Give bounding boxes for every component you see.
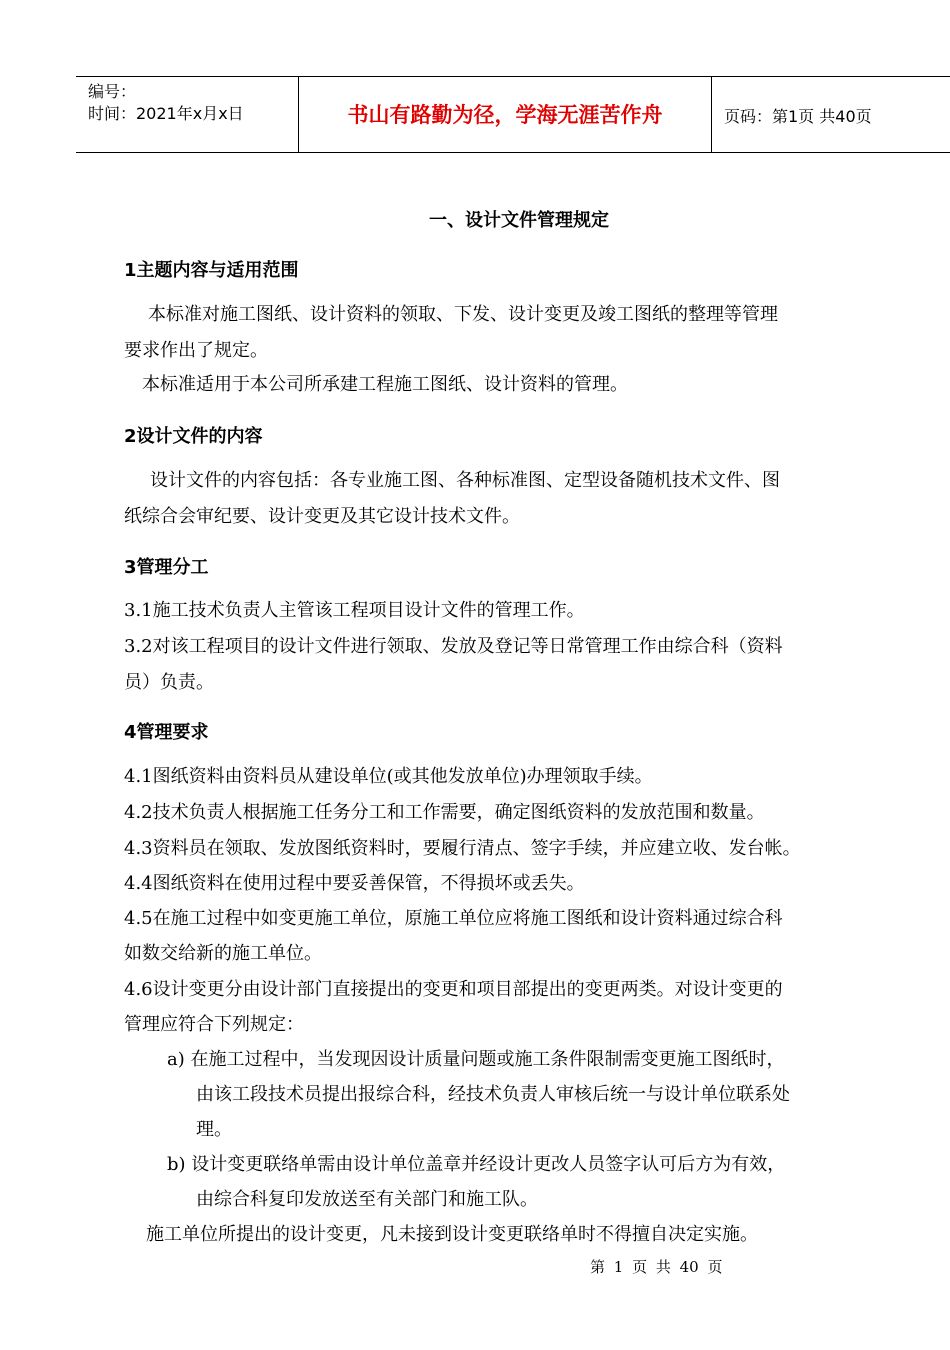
section-heading-2: 2设计文件的内容 bbox=[124, 426, 263, 447]
paragraph-line: 4.4图纸资料在使用过程中要妥善保管，不得损坏或丢失。 bbox=[124, 873, 585, 894]
page-footer: 第 1 页 共 40 页 bbox=[590, 1258, 723, 1276]
section-heading-1: 1主题内容与适用范围 bbox=[124, 260, 299, 281]
list-item-continuation: 理。 bbox=[196, 1119, 232, 1140]
paragraph-line: 本标准适用于本公司所承建工程施工图纸、设计资料的管理。 bbox=[142, 374, 628, 395]
paragraph-line: 4.1图纸资料由资料员从建设单位(或其他发放单位)办理领取手续。 bbox=[124, 766, 653, 787]
paragraph-line: 纸综合会审纪要、设计变更及其它设计技术文件。 bbox=[124, 506, 520, 527]
paragraph-line: 施工单位所提出的设计变更，凡未接到设计变更联络单时不得擅自决定实施。 bbox=[146, 1224, 758, 1245]
header-page-cell bbox=[712, 77, 950, 152]
paragraph-line: 本标准对施工图纸、设计资料的领取、下发、设计变更及竣工图纸的整理等管理 bbox=[148, 304, 778, 325]
list-item-continuation: 由综合科复印发放送至有关部门和施工队。 bbox=[196, 1189, 538, 1210]
paragraph-line: 要求作出了规定。 bbox=[124, 340, 268, 361]
section-heading-3: 3管理分工 bbox=[124, 557, 209, 578]
paragraph-line: 如数交给新的施工单位。 bbox=[124, 943, 322, 964]
document-date: 时间：2021年x月x日 bbox=[88, 104, 244, 123]
paragraph-line: 4.6设计变更分由设计部门直接提出的变更和项目部提出的变更两类。对设计变更的 bbox=[124, 979, 783, 1000]
list-item-continuation: 由该工段技术员提出报综合科，经技术负责人审核后统一与设计单位联系处 bbox=[196, 1084, 790, 1105]
header-motto: 书山有路勤为径，学海无涯苦作舟 bbox=[347, 103, 663, 127]
paragraph-line: 3.2对该工程项目的设计文件进行领取、发放及登记等日常管理工作由综合科（资料 bbox=[124, 636, 783, 657]
list-item-a: a) 在施工过程中，当发现因设计质量问题或施工条件限制需变更施工图纸时， bbox=[167, 1049, 785, 1070]
paragraph-line: 3.1施工技术负责人主管该工程项目设计文件的管理工作。 bbox=[124, 600, 585, 621]
section-heading-4: 4管理要求 bbox=[124, 722, 209, 743]
paragraph-line: 4.3资料员在领取、发放图纸资料时，要履行清点、签字手续，并应建立收、发台帐。 bbox=[124, 838, 801, 859]
list-item-b: b) 设计变更联络单需由设计单位盖章并经设计更改人员签字认可后方为有效， bbox=[167, 1154, 786, 1175]
paragraph-line: 员）负责。 bbox=[124, 672, 214, 693]
header-info-cell bbox=[76, 77, 299, 152]
header-page-code: 页码：第1页 共40页 bbox=[724, 107, 872, 126]
paragraph-line: 设计文件的内容包括：各专业施工图、各种标准图、定型设备随机技术文件、图 bbox=[150, 470, 780, 491]
document-number-label: 编号： bbox=[88, 82, 137, 101]
document-title: 一、设计文件管理规定 bbox=[429, 210, 609, 231]
paragraph-line: 管理应符合下列规定： bbox=[124, 1014, 304, 1035]
header-motto-cell bbox=[299, 77, 712, 152]
paragraph-line: 4.5在施工过程中如变更施工单位，原施工单位应将施工图纸和设计资料通过综合科 bbox=[124, 908, 783, 929]
paragraph-line: 4.2技术负责人根据施工任务分工和工作需要，确定图纸资料的发放范围和数量。 bbox=[124, 802, 765, 823]
page-header bbox=[76, 76, 950, 153]
